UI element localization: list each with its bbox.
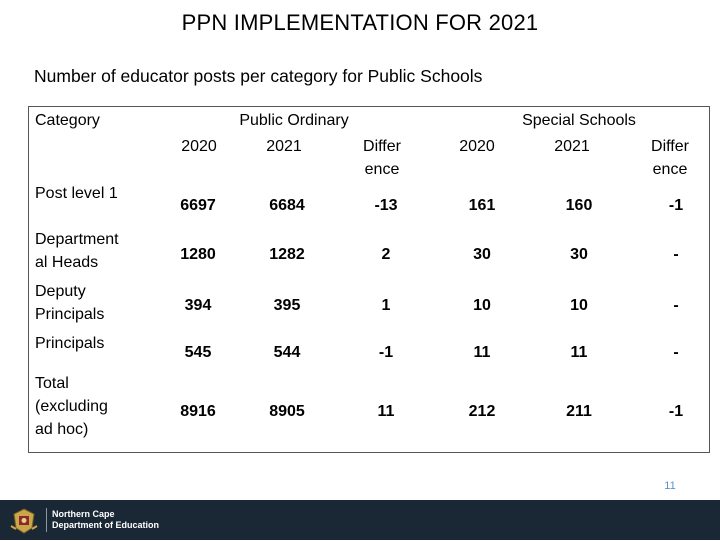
special-2021-value: 211 xyxy=(566,403,592,420)
public-ordinary-header: Public Ordinary xyxy=(239,112,349,129)
public-2021-header: 2021 xyxy=(266,138,302,155)
special-2021-header: 2021 xyxy=(554,138,590,155)
org-name: Northern Cape Department of Education xyxy=(52,509,160,530)
special-2020-value: 11 xyxy=(473,344,491,361)
posts-table xyxy=(28,106,710,453)
row-label: Post level 1 xyxy=(35,185,118,202)
slide-subtitle: Number of educator posts per category for Public Schools xyxy=(34,66,483,86)
row-label: Deputy Principals xyxy=(35,283,105,323)
public-2021-value: 8905 xyxy=(269,403,305,420)
public-difference-value: 11 xyxy=(377,403,395,420)
row-label: Total (excluding ad hoc) xyxy=(35,375,108,438)
coat-of-arms-icon xyxy=(8,506,40,536)
row-label: Department al Heads xyxy=(35,231,119,271)
special-2020-value: 10 xyxy=(473,297,491,314)
special-2020-value: 30 xyxy=(473,246,491,263)
public-difference-value: -1 xyxy=(378,344,394,361)
slide-title: PPN IMPLEMENTATION FOR 2021 xyxy=(181,10,539,35)
public-2020-value: 6697 xyxy=(180,197,216,214)
special-schools-header: Special Schools xyxy=(522,112,636,129)
public-2020-value: 8916 xyxy=(180,403,216,420)
public-difference-header: Differ ence xyxy=(363,138,401,178)
public-2021-value: 395 xyxy=(273,297,301,314)
public-2021-value: 6684 xyxy=(269,197,305,214)
row-label: Principals xyxy=(35,335,105,352)
slide-number: 11 xyxy=(664,480,676,492)
special-2020-value: 212 xyxy=(468,403,496,420)
public-2020-value: 545 xyxy=(184,344,212,361)
special-2020-value: 161 xyxy=(468,197,496,214)
public-difference-value: -13 xyxy=(374,197,398,214)
special-2021-value: 10 xyxy=(570,297,588,314)
special-difference-value: -1 xyxy=(668,197,684,214)
special-difference-value: -1 xyxy=(668,403,684,420)
special-difference-value: - xyxy=(673,246,679,263)
public-difference-value: 2 xyxy=(381,246,391,263)
special-2021-value: 11 xyxy=(570,344,588,361)
special-difference-value: - xyxy=(673,344,679,361)
footer-divider xyxy=(46,508,47,532)
public-2020-value: 394 xyxy=(184,297,212,314)
special-2021-value: 30 xyxy=(570,246,588,263)
special-difference-value: - xyxy=(673,297,679,314)
special-2021-value: 160 xyxy=(565,197,593,214)
public-2021-value: 1282 xyxy=(269,246,305,263)
footer-bar xyxy=(0,500,720,540)
special-2020-header: 2020 xyxy=(459,138,495,155)
public-difference-value: 1 xyxy=(381,297,391,314)
special-difference-header: Differ ence xyxy=(651,138,689,178)
public-2021-value: 544 xyxy=(273,344,301,361)
category-header: Category xyxy=(35,112,100,129)
public-2020-value: 1280 xyxy=(180,246,216,263)
public-2020-header: 2020 xyxy=(181,138,217,155)
